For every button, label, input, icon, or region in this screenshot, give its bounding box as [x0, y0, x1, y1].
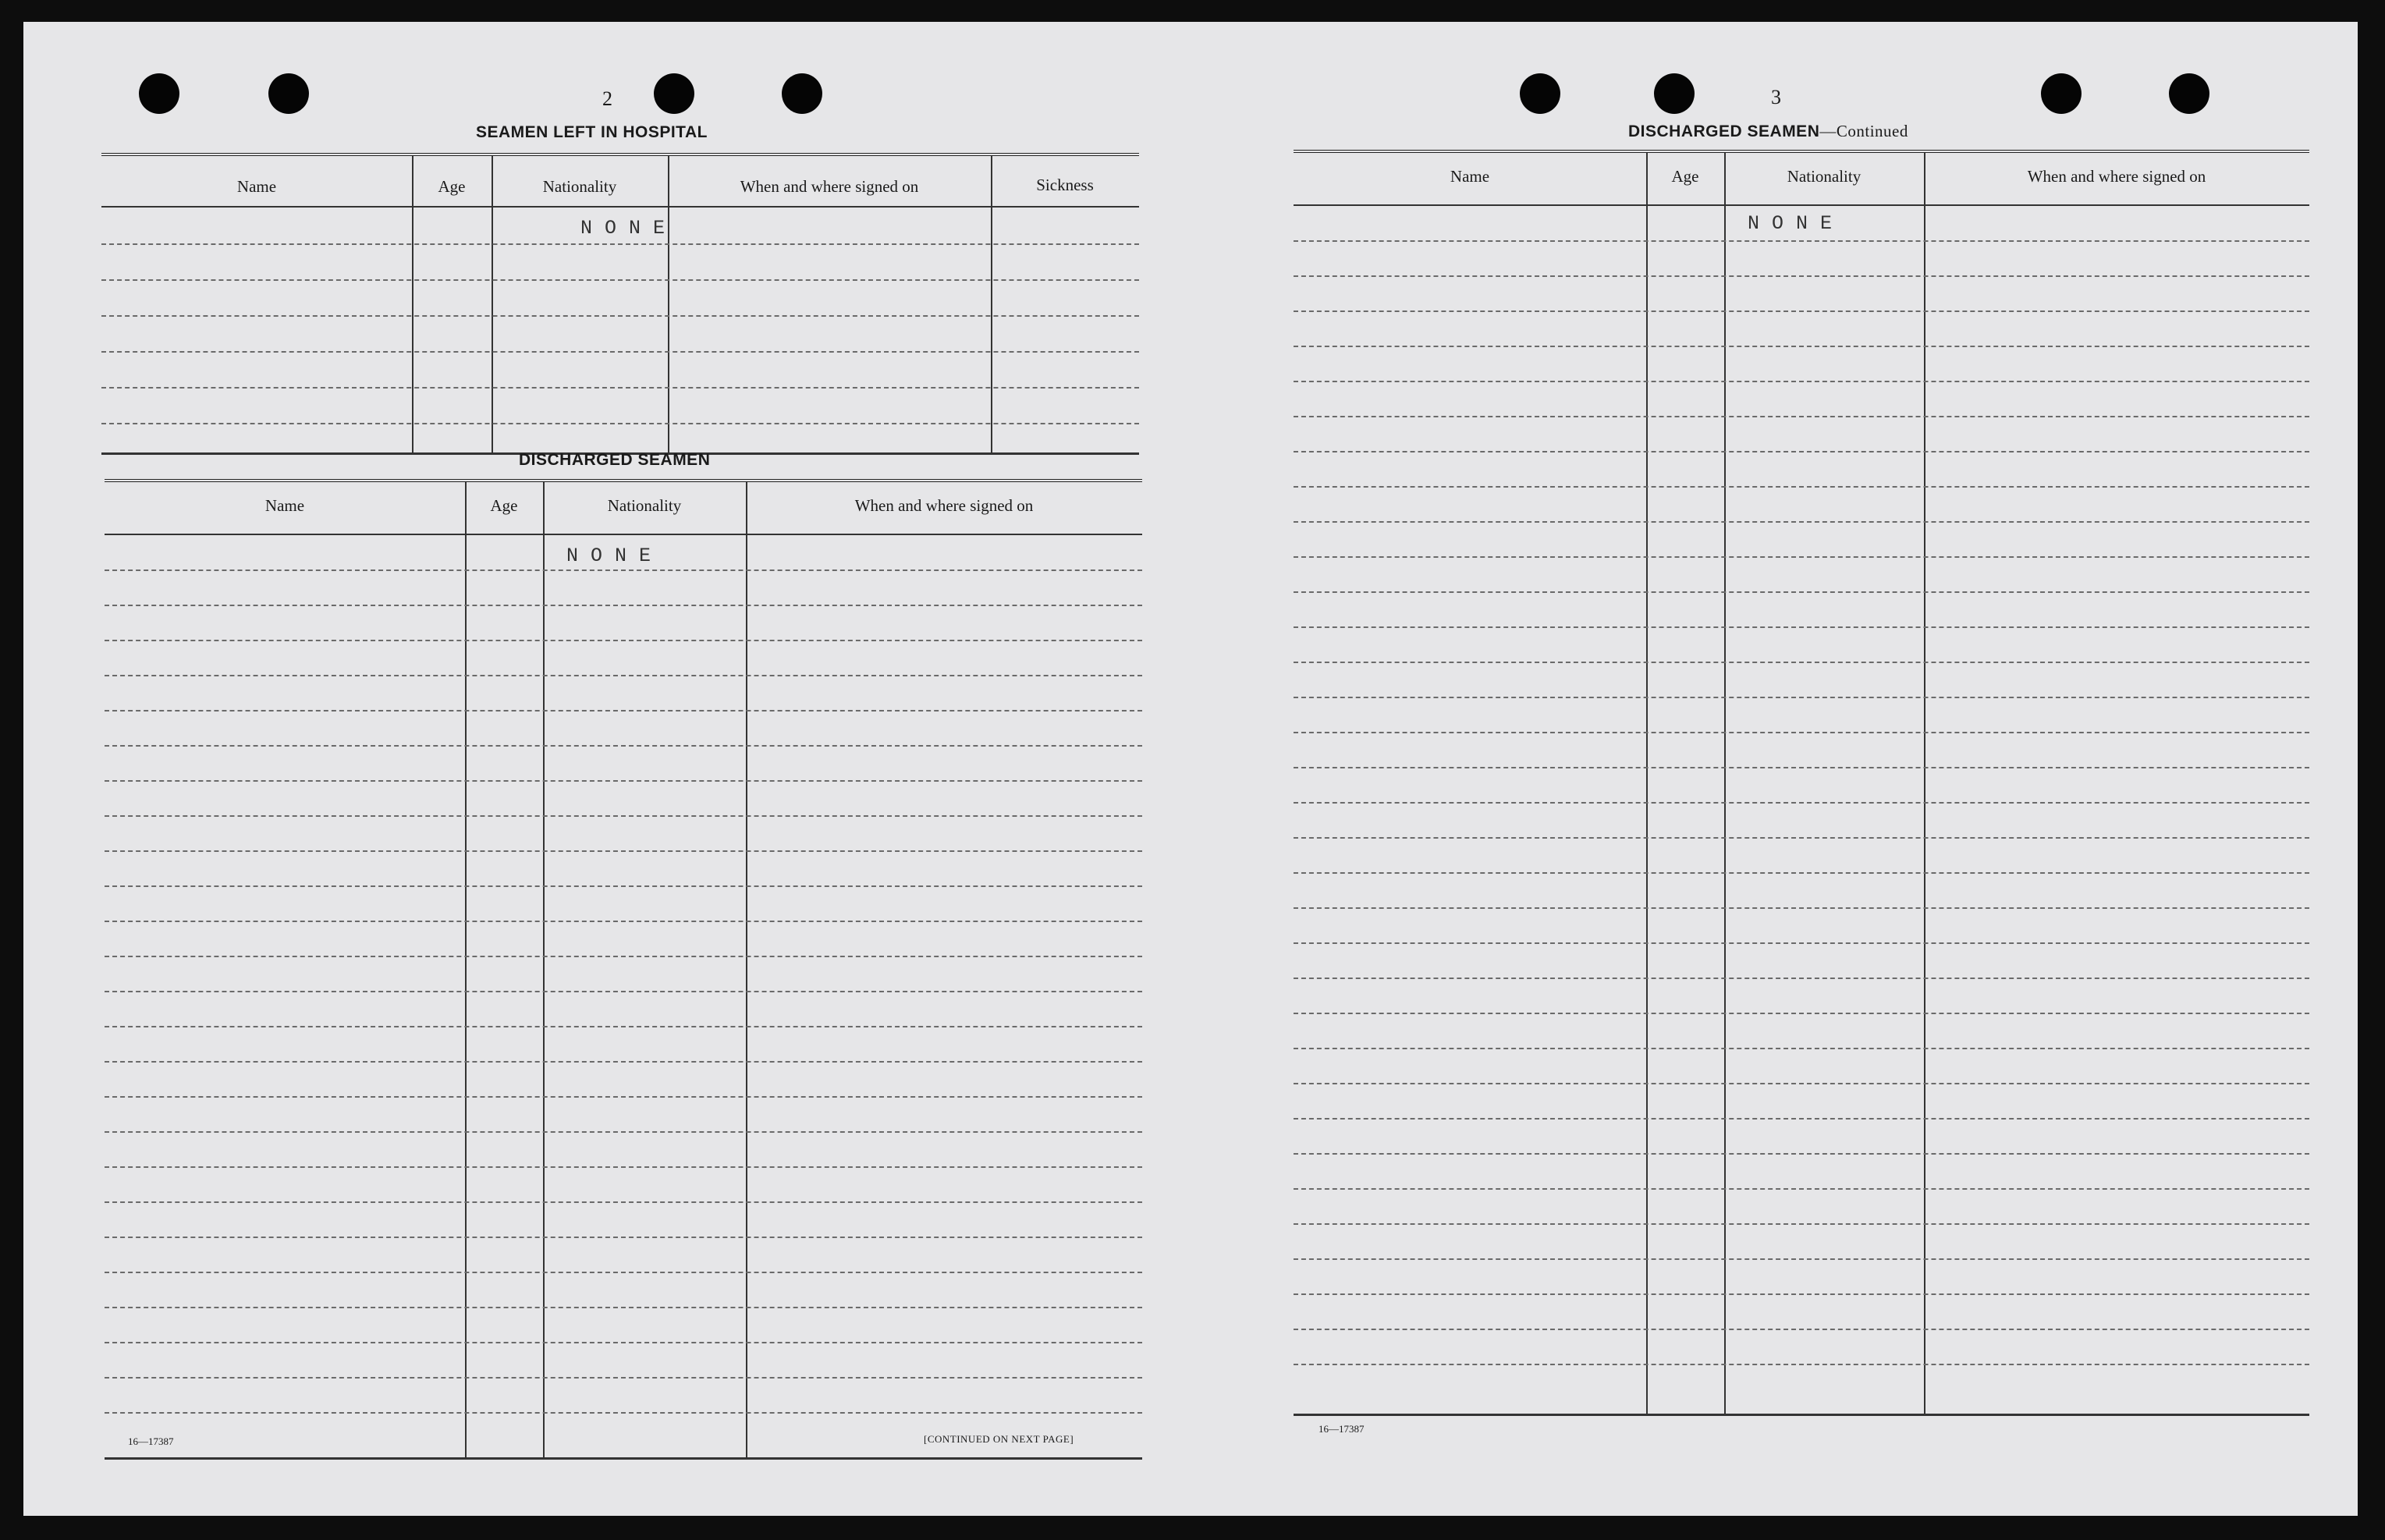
table-row-rule: [1294, 872, 2309, 874]
table-row-rule: [1294, 1223, 2309, 1225]
column-divider: [412, 156, 413, 452]
col-name: Name: [264, 496, 305, 515]
table-row-rule: [1294, 310, 2309, 312]
hospital-section-title: SEAMEN LEFT IN HOSPITAL: [476, 123, 708, 141]
punch-hole: [782, 73, 822, 114]
table-row-rule: [105, 1342, 1142, 1343]
table-row-rule: [1294, 1013, 2309, 1014]
table-row-rule: [105, 815, 1142, 817]
discharged-continued-table: [1294, 150, 2309, 1416]
table-row-rule: [1294, 451, 2309, 452]
table-row-rule: [1294, 626, 2309, 628]
table-row-rule: [1294, 1083, 2309, 1084]
col-age: Age: [1671, 167, 1699, 186]
table-row-rule: [1294, 591, 2309, 593]
table-row-rule: [105, 1377, 1142, 1379]
hospital-table: [101, 153, 1139, 455]
table-row-rule: [1294, 346, 2309, 347]
table-row-rule: [105, 1272, 1142, 1273]
table-row-rule: [105, 850, 1142, 852]
punch-hole: [2041, 73, 2082, 114]
table-row-rule: [105, 956, 1142, 957]
col-name: Name: [236, 177, 277, 196]
col-when-where: When and where signed on: [740, 177, 919, 196]
left-page: [23, 22, 1194, 1516]
table-row-rule: [1294, 556, 2309, 558]
punch-hole: [139, 73, 179, 114]
discharged-section-title: DISCHARGED SEAMEN: [519, 451, 711, 469]
table-row-rule: [1294, 1364, 2309, 1365]
title-continued: —Continued: [1819, 122, 1908, 140]
col-nationality: Nationality: [607, 496, 682, 515]
table-row-rule: [105, 1166, 1142, 1168]
table-header: [1294, 153, 2309, 206]
table-row-rule: [105, 1237, 1142, 1238]
none-stamp: NONE: [566, 545, 664, 567]
col-nationality: Nationality: [1787, 167, 1862, 186]
table-row-rule: [101, 243, 1139, 245]
table-row-rule: [105, 570, 1142, 571]
punch-hole: [654, 73, 694, 114]
table-row-rule: [105, 1412, 1142, 1414]
table-row-rule: [105, 1026, 1142, 1027]
punch-hole: [268, 73, 309, 114]
punch-hole: [1520, 73, 1560, 114]
table-row-rule: [1294, 662, 2309, 663]
col-name: Name: [1450, 167, 1490, 186]
table-row-rule: [105, 605, 1142, 606]
table-row-rule: [1294, 416, 2309, 417]
table-row-rule: [105, 640, 1142, 641]
table-row-rule: [1294, 802, 2309, 804]
table-row-rule: [101, 279, 1139, 281]
none-stamp: NONE: [580, 217, 678, 240]
table-row-rule: [1294, 837, 2309, 839]
table-row-rule: [105, 675, 1142, 676]
table-row-rule: [1294, 767, 2309, 768]
discharged-table: [105, 479, 1142, 1460]
table-header: [101, 156, 1139, 208]
table-row-rule: [105, 1307, 1142, 1308]
table-row-rule: [101, 423, 1139, 424]
scanned-document: [23, 22, 2358, 1516]
table-row-rule: [105, 885, 1142, 887]
table-row-rule: [1294, 978, 2309, 979]
table-row-rule: [1294, 240, 2309, 242]
punch-hole: [2169, 73, 2209, 114]
column-divider: [746, 482, 747, 1457]
right-page: [1194, 22, 2358, 1516]
column-divider: [991, 156, 992, 452]
title-main: DISCHARGED SEAMEN: [1628, 122, 1820, 140]
table-row-rule: [1294, 732, 2309, 733]
table-row-rule: [105, 991, 1142, 992]
col-when-where: When and where signed on: [854, 496, 1034, 515]
table-row-rule: [105, 780, 1142, 782]
table-row-rule: [105, 710, 1142, 711]
table-row-rule: [105, 745, 1142, 747]
form-number: 16—17387: [1318, 1423, 1365, 1435]
table-row-rule: [105, 1096, 1142, 1098]
table-row-rule: [1294, 697, 2309, 698]
column-divider: [465, 482, 467, 1457]
column-divider: [492, 156, 493, 452]
col-age: Age: [438, 177, 466, 196]
table-row-rule: [1294, 907, 2309, 909]
table-row-rule: [1294, 521, 2309, 523]
column-divider: [543, 482, 545, 1457]
table-header: [105, 482, 1142, 535]
table-row-rule: [1294, 1118, 2309, 1120]
col-sickness: Sickness: [1036, 176, 1094, 194]
table-row-rule: [1294, 1153, 2309, 1155]
table-row-rule: [1294, 942, 2309, 944]
table-row-rule: [1294, 275, 2309, 277]
table-row-rule: [1294, 381, 2309, 382]
table-row-rule: [105, 1131, 1142, 1133]
continued-note: [CONTINUED ON NEXT PAGE]: [924, 1433, 1074, 1445]
table-row-rule: [101, 351, 1139, 353]
page-number: 3: [1771, 86, 1781, 108]
form-number: 16—17387: [128, 1435, 174, 1447]
table-row-rule: [105, 921, 1142, 922]
table-row-rule: [101, 315, 1139, 317]
table-row-rule: [105, 1201, 1142, 1203]
table-row-rule: [1294, 1293, 2309, 1295]
table-row-rule: [1294, 486, 2309, 488]
none-stamp: NONE: [1748, 212, 1845, 235]
page-number: 2: [602, 87, 612, 110]
col-age: Age: [490, 496, 518, 515]
table-row-rule: [1294, 1048, 2309, 1049]
col-nationality: Nationality: [542, 177, 617, 196]
table-row-rule: [105, 1061, 1142, 1063]
column-divider: [668, 156, 669, 452]
punch-hole: [1654, 73, 1695, 114]
table-row-rule: [1294, 1188, 2309, 1190]
table-row-rule: [1294, 1329, 2309, 1330]
discharged-continued-title: [1628, 122, 1908, 141]
table-row-rule: [101, 387, 1139, 389]
table-row-rule: [1294, 1258, 2309, 1260]
col-when-where: When and where signed on: [2027, 167, 2206, 186]
